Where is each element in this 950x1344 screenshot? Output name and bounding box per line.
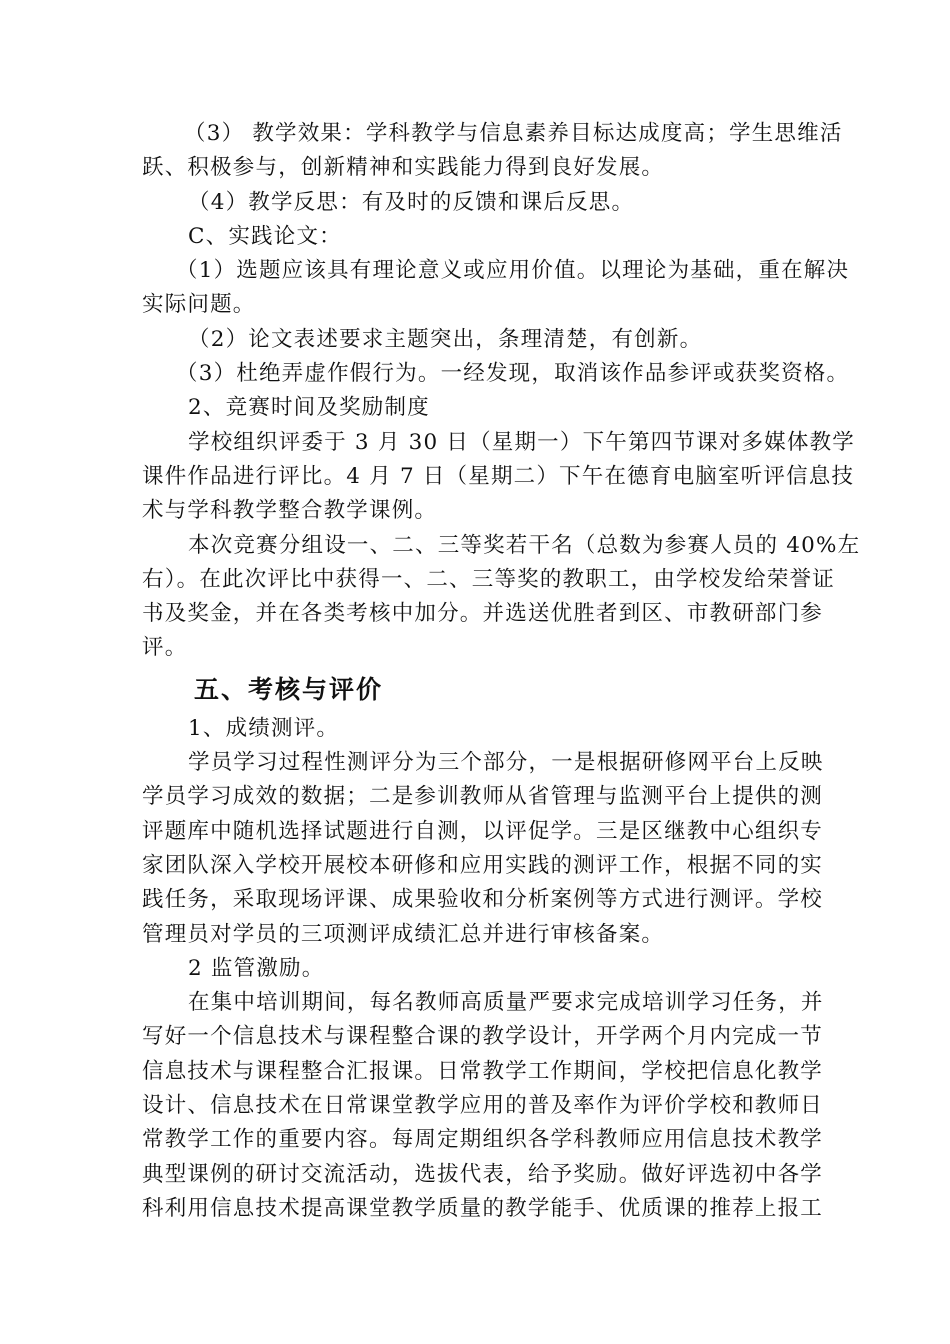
paragraph-line: 实际问题。	[142, 292, 256, 318]
paragraph-line: 2 监管激励。	[188, 955, 325, 981]
paragraph-line: 科利用信息技术提高课堂教学质量的教学能手、优质课的推荐上报工	[142, 1195, 824, 1221]
paragraph-line: 术与学科教学整合教学课例。	[142, 498, 438, 524]
paragraph-line: 书及奖金，并在各类考核中加分。并选送优胜者到区、市教研部门参	[142, 601, 824, 627]
paragraph-line: 信息技术与课程整合汇报课。日常教学工作期间，学校把信息化教学	[142, 1058, 824, 1084]
paragraph-line: （3） 教学效果：学科教学与信息素养目标达成度高；学生思维活	[184, 121, 843, 146]
paragraph-line: （2）论文表述要求主题突出，条理清楚，有创新。	[188, 326, 703, 352]
paragraph-line: 管理员对学员的三项测评成绩汇总并进行审核备案。	[142, 921, 665, 947]
paragraph-line: 评题库中随机选择试题进行自测，以评促学。三是区继教中心组织专	[142, 818, 824, 844]
paragraph-line: （3）杜绝弄虚作假行为。一经发现，取消该作品参评或获奖资格。	[176, 361, 850, 387]
paragraph-line: 本次竞赛分组设一、二、三等奖若干名（总数为参赛人员的 40%左	[188, 532, 861, 558]
section-heading: 五、考核与评价	[194, 674, 384, 704]
paragraph-line: 评。	[142, 635, 188, 661]
paragraph-line: 跃、积极参与，创新精神和实践能力得到良好发展。	[142, 155, 665, 181]
paragraph-line: 学校组织评委于 3 月 30 日（星期一）下午第四节课对多媒体教学	[188, 429, 855, 455]
paragraph-line: 典型课例的研讨交流活动，选拔代表，给予奖励。做好评选初中各学	[142, 1161, 824, 1187]
paragraph-line: 践任务，采取现场评课、成果验收和分析案例等方式进行测评。学校	[142, 887, 824, 913]
document-page	[142, 117, 861, 1226]
paragraph-line: 学员学习成效的数据；二是参训教师从省管理与监测平台上提供的测	[142, 784, 824, 810]
paragraph-line: 设计、信息技术在日常课堂教学应用的普及率作为评价学校和教师日	[142, 1093, 824, 1119]
paragraph-line: 常教学工作的重要内容。每周定期组织各学科教师应用信息技术教学	[142, 1127, 824, 1153]
paragraph-line: 在集中培训期间，每名教师高质量严要求完成培训学习任务，并	[188, 990, 824, 1016]
paragraph-line: 右）。在此次评比中获得一、二、三等奖的教职工，由学校发给荣誉证	[142, 566, 835, 592]
paragraph-line: （1）选题应该具有理论意义或应用价值。以理论为基础，重在解决	[176, 258, 850, 284]
paragraph-line: 课件作品进行评比。4 月 7 日（星期二）下午在德育电脑室听评信息技	[142, 463, 855, 489]
paragraph-line: 写好一个信息技术与课程整合课的教学设计，开学两个月内完成一节	[142, 1024, 824, 1050]
paragraph-line: 学员学习过程性测评分为三个部分，一是根据研修网平台上反映	[188, 750, 824, 776]
paragraph-line: 家团队深入学校开展校本研修和应用实践的测评工作，根据不同的实	[142, 852, 824, 878]
paragraph-line: （4）教学反思：有及时的反馈和课后反思。	[188, 189, 635, 215]
paragraph-line: C、实践论文：	[188, 223, 342, 249]
paragraph-line: 1、成绩测评。	[188, 715, 340, 741]
paragraph-line: 2、竞赛时间及奖励制度	[188, 395, 430, 421]
